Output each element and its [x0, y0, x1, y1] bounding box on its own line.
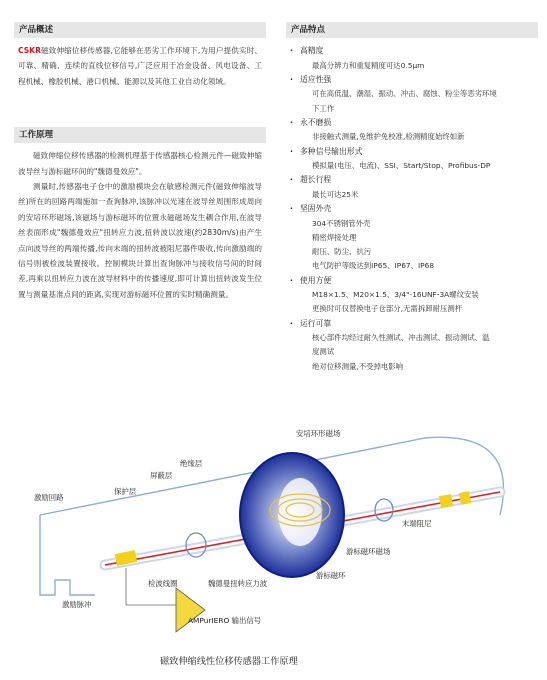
- label-pos-field: 游标磁环磁场: [346, 547, 391, 556]
- feature-title: · 永不磨损: [286, 116, 538, 131]
- damper-band: [440, 500, 452, 502]
- bullet-icon: ·: [290, 117, 293, 127]
- feature-detail: 更换时可仅替换电子仓部分,无需拆卸耐压测杆: [312, 304, 463, 314]
- bullet-icon: ·: [290, 275, 293, 285]
- features-list: [286, 44, 538, 374]
- right-column: [286, 22, 538, 374]
- principle-paragraph: 测量时,传感器电子仓中的激励模块会在敏感检测元件(磁致伸缩波导丝)所在的回路两端施加一查询脉冲,该脉冲以光速在波导丝周围形成周向的安培环形磁场,该磁场与游标磁环的位置永磁磁场发生耦合作用,在波导丝表面形成"魏德曼效应"扭转应力波,扭转波以波速(约2830m/s)由产生点向波导丝的两端传播,传向末端的扭转波被阻尼器件吸收,传向激励端的信号则被检波装置接收。控制模块计算出查询脉冲与接收信号间的时间差,再乘以扭转应力波在波导材料中的传播速度,即可计算出扭转波发生位置与测量基准点间的距离,实现对游标磁环位置的实时精确测量。: [18, 182, 262, 299]
- label-detect-coil: 检波线圈: [148, 579, 178, 588]
- principle-heading: 工作原理: [14, 127, 266, 143]
- features-heading: 产品特点: [286, 22, 538, 38]
- amplifier: [176, 588, 205, 632]
- label-insulation: 绝缘层: [180, 459, 203, 468]
- feature-item: [286, 317, 538, 374]
- feature-detail: 304不锈钢管外壳: [312, 218, 371, 228]
- bullet-icon: ·: [290, 175, 293, 185]
- feature-title: · 超长行程: [286, 173, 538, 188]
- excitation-pulse-wave: [40, 560, 95, 595]
- overview-text: CSKR磁致伸缩位移传感器,它能够在恶劣工作环境下,为用户提供实时、可靠、精确、连续的直线位移信号,广泛应用于冶金设备、风电设备、工程机械、橡胶机械、港口机械、能源以及其他工业自动化领域。: [18, 46, 262, 86]
- label-protect: 保护层: [114, 487, 137, 496]
- brand-name: CSKR: [18, 46, 41, 55]
- feature-detail: 核心部件均经过耐久性测试、冲击测试、振动测试、温: [312, 333, 490, 343]
- feature-detail: 最长可达25米: [312, 189, 359, 199]
- feature-detail: 耐压、防尘、抗污: [312, 247, 372, 257]
- label-excite-loop: 激励回路: [34, 493, 64, 502]
- damper-band: [460, 497, 470, 499]
- feature-item: [286, 274, 538, 317]
- feature-detail: 度测试: [312, 347, 335, 357]
- feature-detail: 最高分辨力和重复精度可达0.5μm: [312, 60, 425, 70]
- feature-detail: 可在高低温、潮湿、振动、冲击、腐蚀、粉尘等恶劣环境: [312, 89, 497, 99]
- working-principle-diagram: [0, 420, 547, 680]
- bullet-icon: ·: [290, 146, 293, 156]
- bullet-icon: ·: [290, 318, 293, 328]
- label-amp: AMPurIERO 输出信号: [188, 616, 262, 625]
- coil-band: [116, 556, 136, 560]
- feature-item: [286, 202, 538, 273]
- feature-item: [286, 116, 538, 145]
- feature-item: [286, 173, 538, 202]
- label-pos-magnet: 游标磁环: [316, 571, 346, 580]
- feature-detail: 绝对位移测量,不受掉电影响: [312, 361, 404, 371]
- left-column: [14, 22, 266, 302]
- feature-title: · 使用方便: [286, 274, 538, 289]
- feature-detail: M18×1.5、M20×1.5、3/4"-16UNF-3A螺纹安装: [312, 290, 479, 300]
- feature-item: [286, 73, 538, 116]
- feature-title: · 适应性强: [286, 73, 538, 88]
- bullet-icon: ·: [290, 46, 293, 55]
- feature-detail: 模拟量(电压、电流)、SSI、Start/Stop、Profibus-DP: [312, 161, 491, 171]
- label-excite-pulse: 激励脉冲: [62, 600, 92, 609]
- label-wiedemann: 魏德曼扭转应力波: [208, 579, 268, 588]
- label-shield: 屏蔽层: [150, 471, 173, 480]
- principle-paragraph: 磁致伸缩位移传感器的检测机理基于传感器核心检测元件—磁致伸缩波导丝与游标磁环间的"魏德曼效应"。: [18, 151, 262, 176]
- feature-detail: 精密焊接处理: [312, 232, 357, 242]
- diagram-caption: 磁致伸缩线性位移传感器工作原理: [160, 656, 298, 667]
- feature-detail: 下工作: [312, 103, 335, 113]
- feature-detail: 非接触式测量,免维护免校准,检测精度始终如新: [312, 132, 465, 142]
- feature-title: · 高精度: [286, 44, 538, 59]
- feature-title: · 运行可靠: [286, 317, 538, 332]
- overview-heading: 产品概述: [14, 22, 266, 38]
- feature-item: [286, 44, 538, 73]
- label-ampere-field: 安培环形磁场: [296, 429, 341, 438]
- feature-title: · 多种信号输出形式: [286, 145, 538, 160]
- feature-detail: 电气防护等级达到IP65、IP67、IP68: [312, 261, 435, 271]
- bullet-icon: ·: [290, 204, 293, 214]
- position-magnet-hole: [278, 478, 322, 546]
- label-end-damper: 末端阻尼: [402, 519, 432, 528]
- bullet-icon: ·: [290, 74, 293, 84]
- feature-item: [286, 145, 538, 174]
- feature-title: · 坚固外壳: [286, 202, 538, 217]
